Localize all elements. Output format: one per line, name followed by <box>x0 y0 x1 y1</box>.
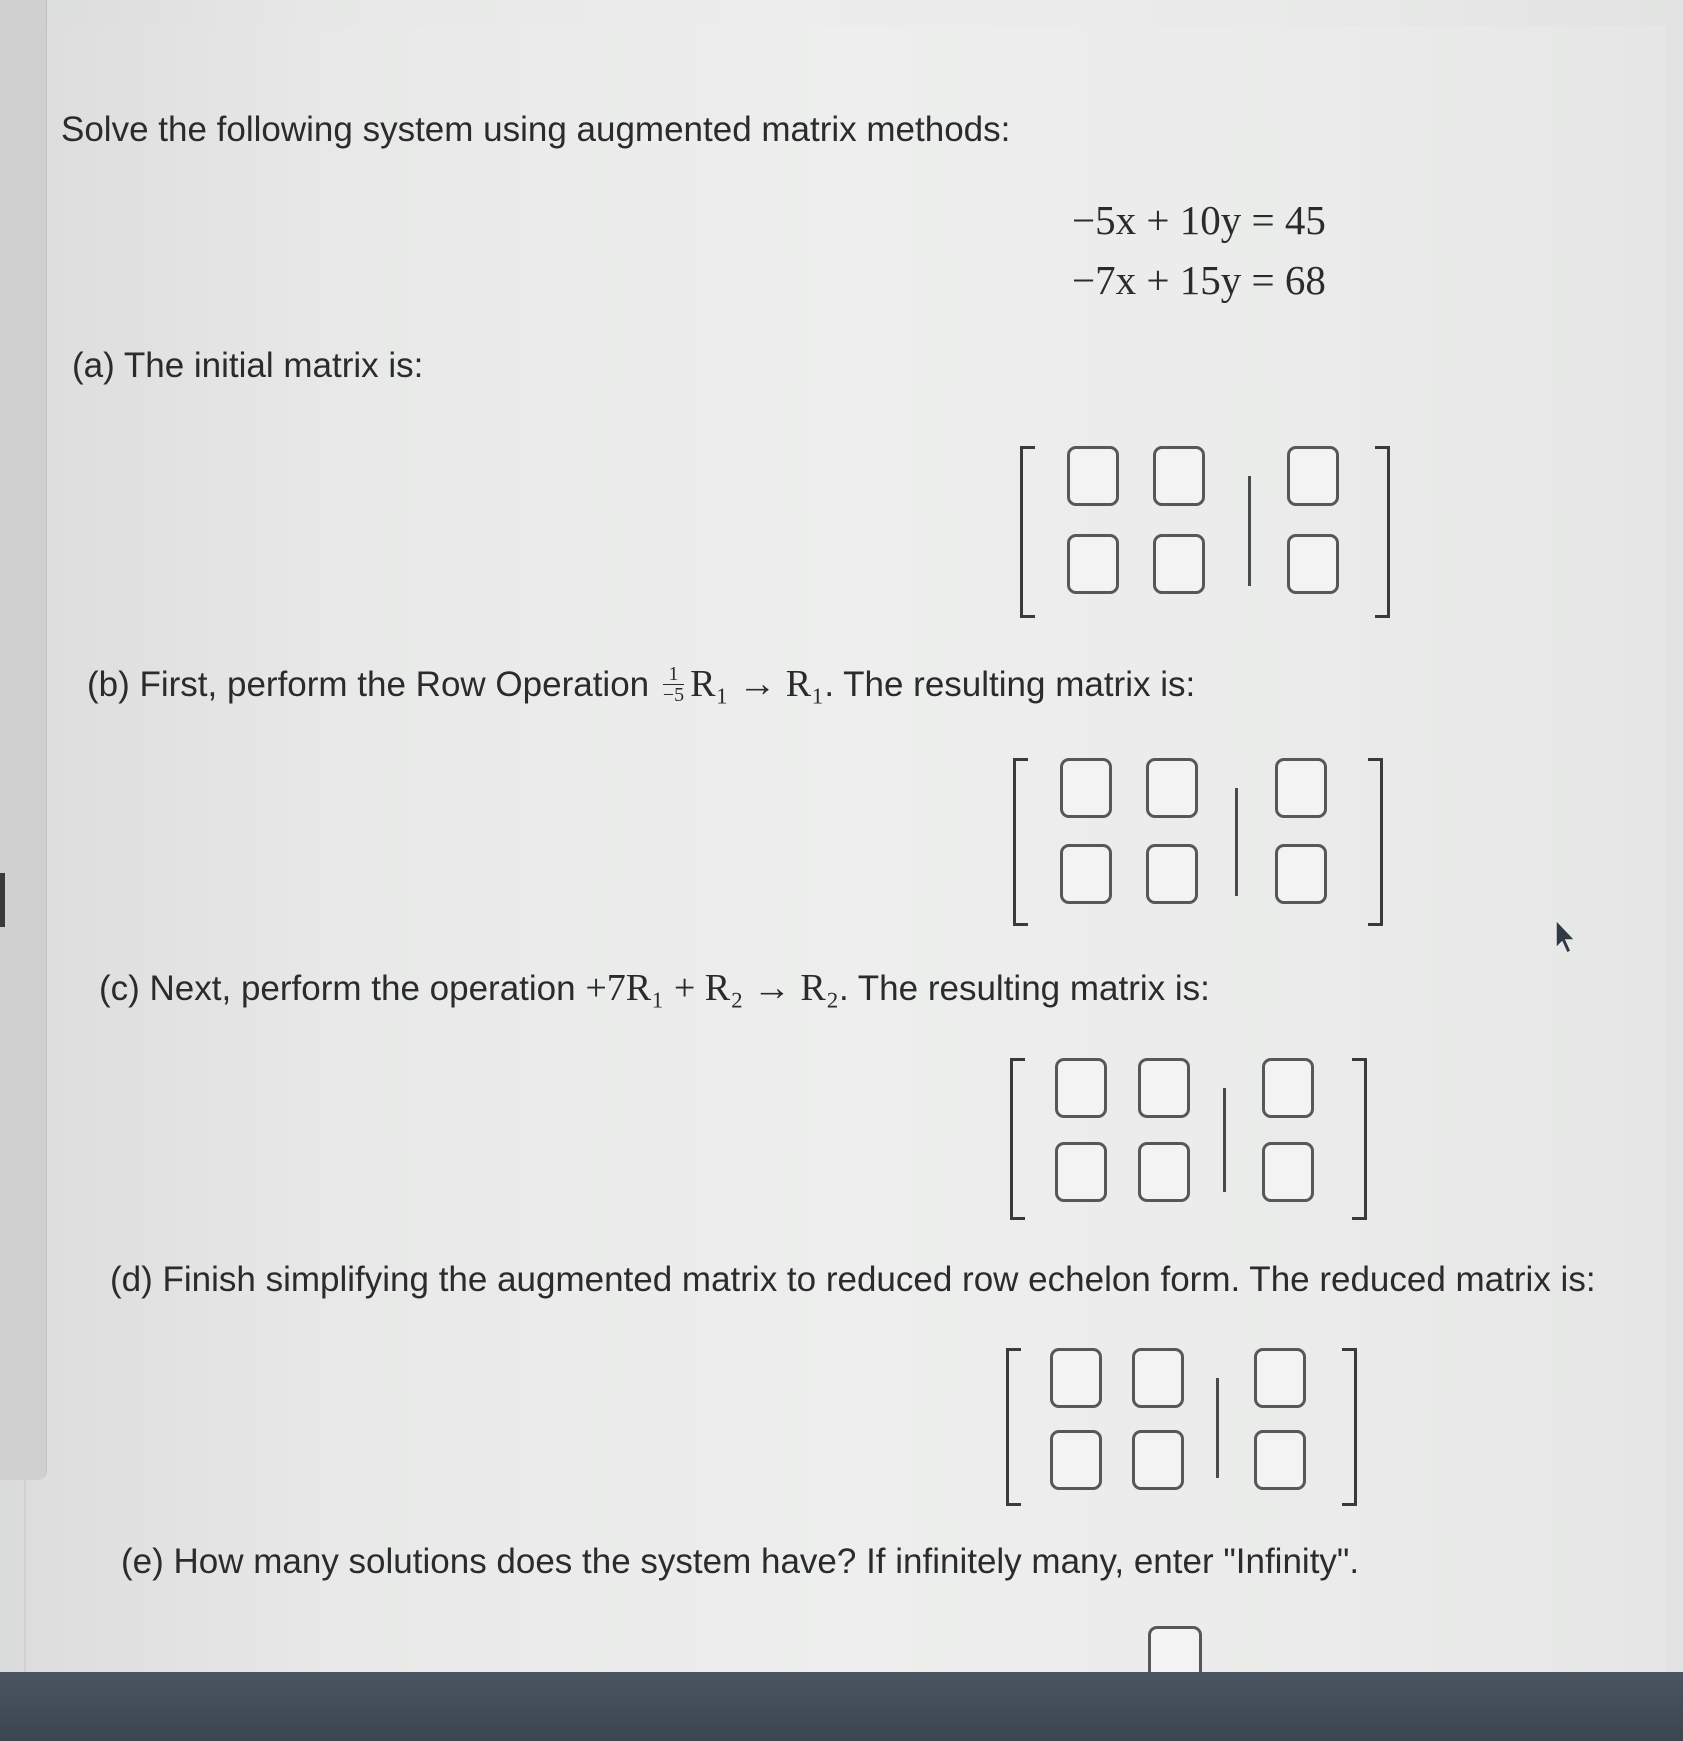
matrix-d-r2c1-input[interactable] <box>1050 1430 1102 1490</box>
fraction-numerator: 1 <box>663 664 684 685</box>
right-bracket <box>1375 446 1390 618</box>
equation-1-lhs: −5x + 10y <box>1072 197 1242 243</box>
left-bracket <box>1006 1348 1021 1506</box>
fraction-denominator: −5 <box>662 684 685 707</box>
part-b-prefix: (b) First, perform the Row Operation <box>87 665 650 704</box>
matrix-a-r2c3-input[interactable] <box>1287 534 1339 594</box>
equation-2-lhs: −7x + 15y <box>1072 257 1242 303</box>
matrix-a-r1c1-input[interactable] <box>1067 446 1119 506</box>
matrix-a <box>1020 446 1390 618</box>
matrix-d-r1c2-input[interactable] <box>1132 1348 1184 1408</box>
question-card <box>24 26 1666 1672</box>
matrix-a-r2c2-input[interactable] <box>1153 534 1205 594</box>
part-e-label: (e) How many solutions does the system have? If infinitely many, enter "Infinity". <box>121 1542 1360 1581</box>
augment-divider <box>1248 476 1251 586</box>
equation-2: −7x + 15y = 68 <box>1072 257 1326 303</box>
part-d-label: (d) Finish simplifying the augmented matrix to reduced row echelon form. The reduced matrix is: <box>110 1260 1596 1299</box>
matrix-a-r2c1-input[interactable] <box>1067 534 1119 594</box>
matrix-b-r1c1-input[interactable] <box>1060 758 1112 818</box>
part-c-operation: +7R₁ + R₂ → R₂ <box>585 967 839 1009</box>
matrix-a-r1c3-input[interactable] <box>1287 446 1339 506</box>
matrix-b-r1c3-input[interactable] <box>1275 758 1327 818</box>
matrix-c-r1c2-input[interactable] <box>1138 1058 1190 1118</box>
taskbar <box>0 1672 1683 1741</box>
left-edge-marker <box>0 873 5 927</box>
question-title: Solve the following system using augmented matrix methods: <box>61 110 1011 149</box>
matrix-b-r1c2-input[interactable] <box>1146 758 1198 818</box>
matrix-d-r2c3-input[interactable] <box>1254 1430 1306 1490</box>
row-op-fraction <box>663 664 684 705</box>
left-bracket <box>1020 446 1035 618</box>
part-c-label <box>99 966 1210 1010</box>
equation-1: −5x + 10y = 45 <box>1072 197 1326 243</box>
right-bracket <box>1342 1348 1357 1506</box>
augment-divider <box>1216 1378 1219 1478</box>
part-b-suffix: . The resulting matrix is: <box>824 665 1196 704</box>
part-c-suffix: . The resulting matrix is: <box>838 969 1210 1008</box>
matrix-c-r2c1-input[interactable] <box>1055 1142 1107 1202</box>
part-b-label <box>87 662 1195 707</box>
augment-divider <box>1223 1088 1226 1192</box>
matrix-b-r2c1-input[interactable] <box>1060 844 1112 904</box>
right-bracket <box>1352 1058 1367 1220</box>
matrix-d <box>1006 1348 1357 1506</box>
matrix-b-r2c3-input[interactable] <box>1275 844 1327 904</box>
matrix-c-r1c3-input[interactable] <box>1262 1058 1314 1118</box>
matrix-c-r2c2-input[interactable] <box>1138 1142 1190 1202</box>
part-c-prefix: (c) Next, perform the operation <box>99 969 576 1008</box>
matrix-b-r2c2-input[interactable] <box>1146 844 1198 904</box>
part-b-operation: R₁ → R₁ <box>690 663 825 705</box>
left-panel-edge <box>0 0 47 1480</box>
matrix-c-r2c3-input[interactable] <box>1262 1142 1314 1202</box>
mouse-pointer-icon <box>1550 918 1580 963</box>
matrix-d-r1c1-input[interactable] <box>1050 1348 1102 1408</box>
equation-2-rhs: 68 <box>1284 257 1326 303</box>
matrix-d-r1c3-input[interactable] <box>1254 1348 1306 1408</box>
part-a-label: (a) The initial matrix is: <box>72 346 424 385</box>
matrix-a-r1c2-input[interactable] <box>1153 446 1205 506</box>
matrix-b <box>1013 758 1383 926</box>
left-bracket <box>1010 1058 1025 1220</box>
right-bracket <box>1368 758 1383 926</box>
matrix-d-r2c2-input[interactable] <box>1132 1430 1184 1490</box>
left-bracket <box>1013 758 1028 926</box>
matrix-c <box>1010 1058 1367 1220</box>
matrix-c-r1c1-input[interactable] <box>1055 1058 1107 1118</box>
equation-1-rhs: 45 <box>1284 197 1326 243</box>
augment-divider <box>1235 788 1238 896</box>
